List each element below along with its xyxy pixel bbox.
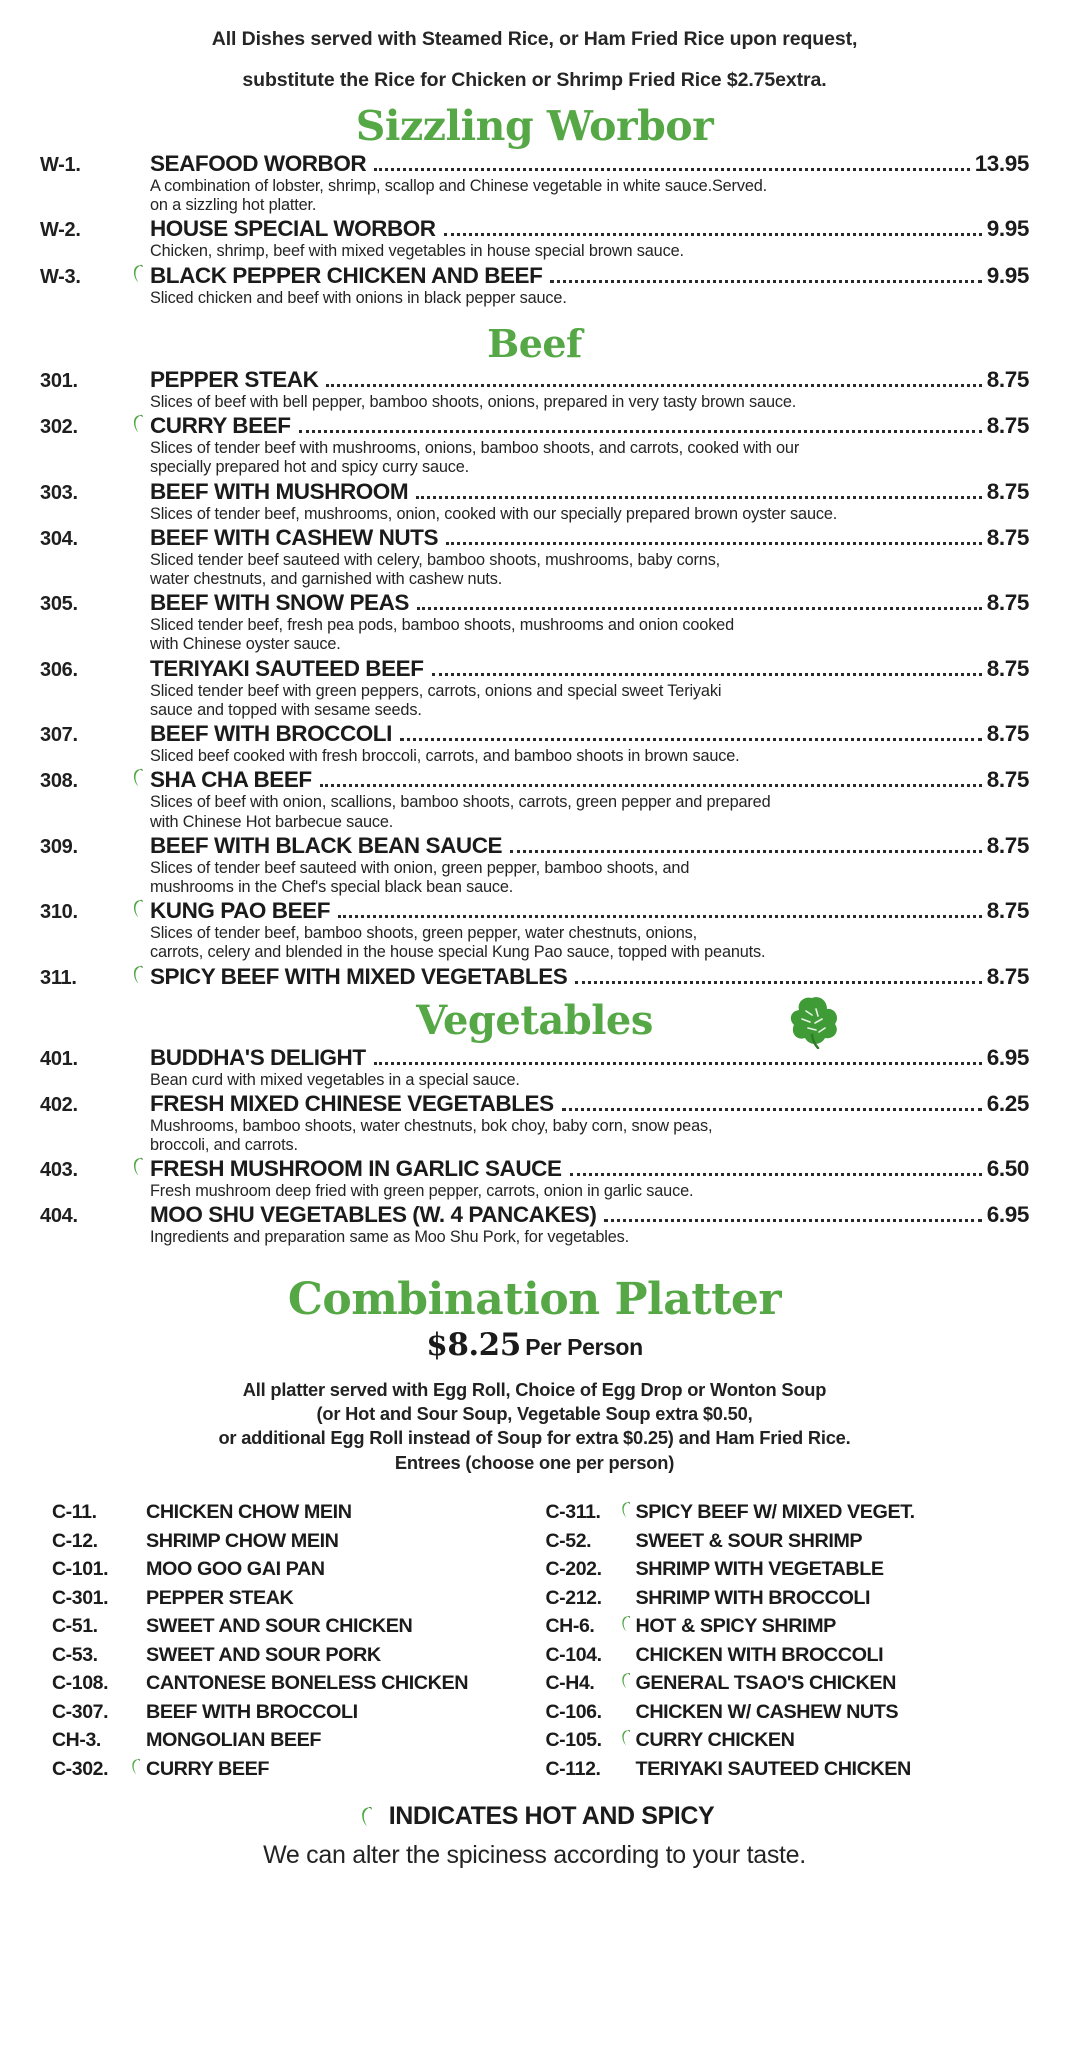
menu-item-description-line: Sliced beef cooked with fresh broccoli, carrots, and bamboo shoots in brown sauce. xyxy=(150,747,740,766)
chili-pepper-icon xyxy=(130,965,144,985)
combination-entree-name: SWEET AND SOUR PORK xyxy=(146,1643,381,1666)
menu-item-description-line: Sliced tender beef, fresh pea pods, bamboo shoots, mushrooms and onion cooked xyxy=(150,616,734,635)
menu-item-description xyxy=(150,177,1029,215)
combination-entree-spicy-slot xyxy=(128,1517,146,1518)
menu-item-name: PEPPER STEAK xyxy=(150,366,319,392)
menu-item-description xyxy=(150,289,1029,308)
combination-entree-code: CH-3. xyxy=(52,1729,101,1751)
combination-entree-code: C-202. xyxy=(545,1558,602,1580)
combination-entree-name: SHRIMP WITH VEGETABLE xyxy=(635,1558,884,1580)
chili-pepper-icon xyxy=(130,768,144,788)
combination-entree-spicy-slot xyxy=(618,1574,636,1575)
menu-item-code: 308. xyxy=(40,770,78,793)
menu-item-description-line: on a sizzling hot platter. xyxy=(150,196,317,215)
menu-item-description-line: Slices of beef with onion, scallions, bamboo shoots, carrots, green pepper and prepared xyxy=(150,793,771,812)
combination-entree-name: HOT & SPICY SHRIMP xyxy=(635,1615,836,1637)
menu-item-description xyxy=(150,1071,1029,1090)
leader-dots xyxy=(417,607,982,610)
menu-item-name: SEAFOOD WORBOR xyxy=(150,151,367,176)
section-title-sizzling-worbor: Sizzling Worbor xyxy=(355,102,714,150)
menu-item-price: 8.75 xyxy=(986,478,1029,504)
leader-dots xyxy=(550,280,981,283)
menu-item-description-line: mushrooms in the Chef's special black bean sauce. xyxy=(150,877,514,896)
menu-item-code: 306. xyxy=(40,658,78,681)
leader-dots xyxy=(416,496,982,499)
combination-entree-spicy-slot xyxy=(128,1546,146,1547)
menu-item-description-line: carrots, celery and blended in the house special Kung Pao sauce, topped with peanuts. xyxy=(150,943,766,962)
menu-item xyxy=(40,590,1029,616)
menu-item-price: 8.75 xyxy=(986,524,1029,550)
combination-note-1: All platter served with Egg Roll, Choice of Egg Drop or Wonton Soup xyxy=(242,1378,827,1400)
hot-and-spicy-legend xyxy=(40,1802,1029,1831)
section-sizzling-worbor-items xyxy=(40,151,1029,308)
menu-item-name: BUDDHA'S DELIGHT xyxy=(150,1044,366,1070)
menu-item-code: 305. xyxy=(40,593,78,616)
menu-item-code: 303. xyxy=(40,481,78,504)
leader-dots xyxy=(400,738,982,741)
menu-item-spicy-slot xyxy=(128,1064,150,1065)
menu-item-description-line: Mushrooms, bamboo shoots, water chestnuts, bok choy, baby corn, snow peas, xyxy=(150,1116,713,1135)
combination-entree-code: C-108. xyxy=(52,1672,109,1694)
menu-item-description xyxy=(150,242,1029,261)
combination-entree-row xyxy=(52,1615,536,1644)
leader-dots xyxy=(432,673,982,676)
leader-dots xyxy=(570,1173,982,1176)
section-title-combination-platter: Combination Platter xyxy=(287,1273,782,1325)
combination-entree-code: C-105. xyxy=(545,1729,602,1751)
broccoli-illustration-icon xyxy=(782,995,844,1049)
menu-item-code: 304. xyxy=(40,527,78,550)
menu-item-price: 8.75 xyxy=(986,366,1029,392)
menu-item-name: FRESH MUSHROOM IN GARLIC SAUCE xyxy=(150,1156,562,1182)
combination-entree-name: SPICY BEEF W/ MIXED VEGET. xyxy=(635,1501,915,1523)
combination-entree-spicy-slot xyxy=(618,1631,636,1632)
menu-item-description-line: Fresh mushroom deep fried with green pepper, carrots, onion in garlic sauce. xyxy=(150,1182,694,1201)
combination-entree-name: SWEET & SOUR SHRIMP xyxy=(635,1529,863,1552)
chili-pepper-icon xyxy=(129,1758,141,1776)
menu-item-price: 8.75 xyxy=(986,721,1029,747)
chili-pepper-icon xyxy=(619,1501,631,1519)
menu-item xyxy=(40,151,1029,177)
chili-pepper-icon xyxy=(619,1729,631,1747)
leader-dots xyxy=(575,981,981,984)
combination-entree-code: CH-6. xyxy=(545,1615,595,1637)
menu-item-name: SPICY BEEF WITH MIXED VEGETABLES xyxy=(150,963,568,989)
menu-item-name: BEEF WITH BLACK BEAN SAUCE xyxy=(150,832,503,858)
menu-item-spicy-slot xyxy=(128,609,150,610)
menu-item-name: BEEF WITH BROCCOLI xyxy=(150,721,392,747)
menu-item-code: W-2. xyxy=(40,219,81,242)
combination-entree-row xyxy=(546,1701,1030,1730)
leader-dots xyxy=(320,784,982,787)
menu-item-description-line: Bean curd with mixed vegetables in a special sauce. xyxy=(150,1070,520,1089)
menu-item-description-line: Sliced tender beef with green peppers, carrots, onions and special sweet Teriyaki xyxy=(150,681,722,700)
menu-item-description xyxy=(150,924,1029,962)
menu-item xyxy=(40,1156,1029,1182)
menu-item-code: 307. xyxy=(40,724,78,747)
combination-entree-code: C-H4. xyxy=(545,1672,595,1694)
chili-pepper-icon xyxy=(130,414,144,434)
menu-item-description xyxy=(150,859,1029,897)
menu-item-spicy-slot xyxy=(128,740,150,741)
section-title-vegetables-label: Vegetables xyxy=(416,996,653,1044)
menu-item-price: 8.75 xyxy=(986,898,1029,924)
chili-pepper-icon xyxy=(358,1806,373,1828)
serving-notice xyxy=(40,0,1029,90)
combination-entree-spicy-slot xyxy=(128,1745,146,1746)
menu-item-spicy-slot xyxy=(128,432,150,433)
menu-item-spicy-slot xyxy=(128,983,150,984)
combination-entree-spicy-slot xyxy=(618,1517,636,1518)
menu-item-code: 403. xyxy=(40,1159,78,1182)
menu-item-price: 6.95 xyxy=(986,1202,1029,1228)
menu-item-name: BEEF WITH MUSHROOM xyxy=(150,478,409,504)
leader-dots xyxy=(444,233,982,236)
menu-item-code: 302. xyxy=(40,416,78,439)
menu-item-description-line: Sliced tender beef sauteed with celery, bamboo shoots, mushrooms, baby corns, xyxy=(150,550,721,569)
chili-pepper-icon xyxy=(130,1157,144,1177)
leader-dots xyxy=(604,1219,981,1222)
chili-pepper-icon xyxy=(619,1672,631,1690)
leader-dots xyxy=(374,168,969,171)
menu-item-description xyxy=(150,1182,1029,1201)
menu-item-code: W-1. xyxy=(40,154,81,176)
combination-entree-code: C-106. xyxy=(545,1700,602,1723)
menu-item-spicy-slot xyxy=(128,170,150,171)
combination-entree-name: CURRY BEEF xyxy=(146,1757,269,1780)
menu-item-price: 8.75 xyxy=(986,413,1029,439)
combination-entree-code: C-112. xyxy=(545,1757,601,1780)
combination-entree-spicy-slot xyxy=(128,1688,146,1689)
combination-entree-spicy-slot xyxy=(128,1774,146,1775)
combination-entree-code: C-212. xyxy=(545,1586,602,1609)
menu-item xyxy=(40,721,1029,747)
menu-item-spicy-slot xyxy=(128,386,150,387)
combination-entree-row xyxy=(546,1501,1030,1530)
menu-item xyxy=(40,1045,1029,1071)
menu-item-spicy-slot xyxy=(128,852,150,853)
menu-item-description xyxy=(150,1228,1029,1247)
combination-entree-code: C-301. xyxy=(52,1586,109,1609)
menu-item-code: 404. xyxy=(40,1205,78,1228)
combination-entree-columns xyxy=(40,1501,1029,1786)
menu-item-price: 13.95 xyxy=(974,151,1029,176)
menu-item-name: MOO SHU VEGETABLES (W. 4 PANCAKES) xyxy=(150,1202,597,1228)
menu-item xyxy=(40,216,1029,242)
combination-notes xyxy=(40,1378,1029,1475)
menu-item-description-line: Chicken, shrimp, beef with mixed vegetables in house special brown sauce. xyxy=(150,242,684,261)
menu-item-code: 301. xyxy=(40,369,78,392)
menu-item-code: W-3. xyxy=(40,265,81,288)
section-title-vegetables xyxy=(40,996,1029,1044)
combination-entree-code: C-52. xyxy=(545,1529,592,1552)
menu-item-code: 402. xyxy=(40,1093,78,1116)
combination-column-left xyxy=(52,1501,536,1786)
section-title-beef: Beef xyxy=(487,320,582,366)
combination-entree-name: TERIYAKI SAUTEED CHICKEN xyxy=(635,1757,911,1780)
menu-item-description xyxy=(150,551,1029,589)
menu-item xyxy=(40,263,1029,289)
combination-entree-name: CANTONESE BONELESS CHICKEN xyxy=(146,1672,469,1694)
menu-item-description-line: Slices of tender beef, bamboo shoots, green pepper, water chestnuts, onions, xyxy=(150,924,698,943)
spiciness-note: We can alter the spiciness according to your taste. xyxy=(263,1841,806,1869)
menu-item-name: FRESH MIXED CHINESE VEGETABLES xyxy=(150,1090,554,1116)
menu-item-description-line: Slices of beef with bell pepper, bamboo shoots, onions, prepared in very tasty brown sauce. xyxy=(150,392,797,411)
combination-entree-row xyxy=(52,1501,536,1530)
combination-entree-spicy-slot xyxy=(128,1603,146,1604)
combination-entree-row xyxy=(52,1672,536,1701)
combination-entree-spicy-slot xyxy=(618,1745,636,1746)
menu-item-spicy-slot xyxy=(128,235,150,236)
menu-item-description-line: Sliced chicken and beef with onions in black pepper sauce. xyxy=(150,288,567,307)
combination-entree-row xyxy=(546,1758,1030,1787)
menu-item-description-line: Slices of tender beef, mushrooms, onion, cooked with our specially prepared brown oyster sauce. xyxy=(150,504,838,523)
combination-entree-row xyxy=(546,1672,1030,1701)
menu-item-price: 8.75 xyxy=(986,590,1029,616)
combination-price xyxy=(40,1326,1029,1363)
combination-note-3: or additional Egg Roll instead of Soup for extra $0.25) and Ham Fried Rice. xyxy=(218,1427,851,1449)
menu-item-description-line: broccoli, and carrots. xyxy=(150,1136,298,1155)
combination-entree-spicy-slot xyxy=(618,1774,636,1775)
leader-dots xyxy=(446,542,982,545)
combination-entree-row xyxy=(546,1558,1030,1587)
menu-item-description-line: Slices of tender beef with mushrooms, onions, bamboo shoots, and carrots, cooked with our xyxy=(150,439,800,458)
menu-item-description xyxy=(150,1117,1029,1155)
combination-entree-row xyxy=(52,1587,536,1616)
menu-item-description xyxy=(150,616,1029,654)
combination-column-right xyxy=(536,1501,1030,1786)
combination-price-label: Per Person xyxy=(525,1333,643,1360)
combination-entree-spicy-slot xyxy=(618,1546,636,1547)
combination-note-2: (or Hot and Sour Soup, Vegetable Soup extra $0.50, xyxy=(316,1403,753,1425)
combination-entree-code: C-12. xyxy=(52,1529,98,1552)
menu-item-price: 6.25 xyxy=(986,1090,1029,1116)
combination-entree-code: C-311. xyxy=(545,1501,601,1523)
combination-entree-name: PEPPER STEAK xyxy=(146,1586,294,1609)
menu-item xyxy=(40,964,1029,990)
menu-item-price: 8.75 xyxy=(986,767,1029,793)
menu-item-spicy-slot xyxy=(128,498,150,499)
menu-item xyxy=(40,367,1029,393)
menu-item-code: 401. xyxy=(40,1047,78,1070)
menu-item-description xyxy=(150,682,1029,720)
combination-entree-row xyxy=(52,1558,536,1587)
menu-item xyxy=(40,898,1029,924)
menu-item-spicy-slot xyxy=(128,1175,150,1176)
chili-pepper-icon xyxy=(130,899,144,919)
menu-item-description-line: with Chinese Hot barbecue sauce. xyxy=(150,812,394,831)
menu-item-description xyxy=(150,505,1029,524)
menu-item-description xyxy=(150,393,1029,412)
menu-item-description-line: specially prepared hot and spicy curry sauce. xyxy=(150,458,470,477)
menu-item-description xyxy=(150,439,1029,477)
combination-entree-row xyxy=(52,1701,536,1730)
section-vegetables-items xyxy=(40,1045,1029,1248)
chili-pepper-icon xyxy=(619,1615,631,1633)
menu-item-name: BEEF WITH CASHEW NUTS xyxy=(150,524,439,550)
combination-entree-name: BEEF WITH BROCCOLI xyxy=(146,1700,358,1723)
menu-item-price: 6.95 xyxy=(986,1044,1029,1070)
combination-entree-name: GENERAL TSAO'S CHICKEN xyxy=(635,1672,896,1694)
menu-item-code: 311. xyxy=(40,966,77,989)
combination-entree-row xyxy=(52,1758,536,1787)
combination-price-amount: $8.25 xyxy=(426,1326,521,1363)
combination-entree-row xyxy=(546,1530,1030,1559)
combination-entree-spicy-slot xyxy=(128,1717,146,1718)
combination-entree-row xyxy=(546,1729,1030,1758)
combination-entree-code: C-104. xyxy=(545,1643,602,1666)
combination-entree-row xyxy=(546,1615,1030,1644)
menu-item-name: BLACK PEPPER CHICKEN AND BEEF xyxy=(150,262,543,288)
combination-entree-spicy-slot xyxy=(128,1631,146,1632)
leader-dots xyxy=(338,915,982,918)
menu-item-description-line: Slices of tender beef sauteed with onion, green pepper, bamboo shoots, and xyxy=(150,858,690,877)
menu-item-spicy-slot xyxy=(128,544,150,545)
chili-pepper-icon xyxy=(130,264,144,284)
menu-item-description xyxy=(150,747,1029,766)
menu-item xyxy=(40,767,1029,793)
menu-item-name: TERIYAKI SAUTEED BEEF xyxy=(150,655,424,681)
leader-dots xyxy=(299,430,982,433)
menu-item xyxy=(40,1091,1029,1117)
menu-item-price: 6.50 xyxy=(986,1156,1029,1182)
menu-item-spicy-slot xyxy=(128,917,150,918)
menu-item xyxy=(40,656,1029,682)
menu-item-name: SHA CHA BEEF xyxy=(150,767,312,793)
menu-item-spicy-slot xyxy=(128,282,150,283)
combination-entree-code: C-11. xyxy=(52,1501,97,1523)
leader-dots xyxy=(374,1062,982,1065)
combination-entree-name: CHICKEN W/ CASHEW NUTS xyxy=(635,1700,899,1723)
menu-item-price: 8.75 xyxy=(986,832,1029,858)
serving-notice-line1: All Dishes served with Steamed Rice, or Ham Fried Rice upon request, xyxy=(211,28,858,50)
leader-dots xyxy=(510,850,982,853)
menu-item-description-line: sauce and topped with sesame seeds. xyxy=(150,700,422,719)
menu-item-description-line: water chestnuts, and garnished with cashew nuts. xyxy=(150,569,503,588)
menu-item xyxy=(40,479,1029,505)
menu-item-price: 9.95 xyxy=(986,216,1029,242)
menu-item-name: CURRY BEEF xyxy=(150,413,291,439)
combination-entree-spicy-slot xyxy=(128,1660,146,1661)
menu-item-price: 8.75 xyxy=(986,963,1029,989)
menu-item-spicy-slot xyxy=(128,786,150,787)
combination-entree-name: CHICKEN WITH BROCCOLI xyxy=(635,1643,884,1666)
combination-entree-code: C-53. xyxy=(52,1643,98,1666)
leader-dots xyxy=(326,384,981,387)
combination-entree-code: C-101. xyxy=(52,1558,109,1580)
combination-entree-name: MONGOLIAN BEEF xyxy=(146,1729,322,1751)
menu-item-code: 309. xyxy=(40,835,78,858)
menu-item-spicy-slot xyxy=(128,1221,150,1222)
menu-item-price: 8.75 xyxy=(986,655,1029,681)
combination-entree-code: C-302. xyxy=(52,1757,109,1780)
hot-and-spicy-legend-text: INDICATES HOT AND SPICY xyxy=(388,1802,715,1830)
menu-item-code: 310. xyxy=(40,901,78,924)
combination-entree-name: SWEET AND SOUR CHICKEN xyxy=(146,1615,413,1637)
combination-entree-spicy-slot xyxy=(618,1660,636,1661)
chili-pepper-icon-legend xyxy=(355,1804,381,1830)
leader-dots xyxy=(562,1108,982,1111)
menu-item-description-line: with Chinese oyster sauce. xyxy=(150,635,341,654)
menu-item xyxy=(40,833,1029,859)
menu-item-spicy-slot xyxy=(128,1110,150,1111)
menu-item-spicy-slot xyxy=(128,675,150,676)
combination-entree-spicy-slot xyxy=(618,1603,636,1604)
menu-item-name: BEEF WITH SNOW PEAS xyxy=(150,590,409,616)
combination-entree-name: SHRIMP WITH BROCCOLI xyxy=(635,1586,871,1609)
combination-entree-code: C-307. xyxy=(52,1700,109,1723)
combination-entree-row xyxy=(52,1644,536,1673)
combination-entree-name: CURRY CHICKEN xyxy=(635,1729,795,1751)
serving-notice-line2: substitute the Rice for Chicken or Shrimp Fried Rice $2.75extra. xyxy=(242,68,827,91)
menu-item-price: 9.95 xyxy=(986,262,1029,288)
combination-entree-name: MOO GOO GAI PAN xyxy=(146,1558,325,1580)
combination-entree-name: CHICKEN CHOW MEIN xyxy=(146,1501,352,1523)
menu-item xyxy=(40,1202,1029,1228)
combination-entree-spicy-slot xyxy=(618,1688,636,1689)
menu-item-name: KUNG PAO BEEF xyxy=(150,898,330,924)
combination-entree-row xyxy=(52,1530,536,1559)
combination-entree-row xyxy=(546,1644,1030,1673)
menu-item xyxy=(40,413,1029,439)
menu-item xyxy=(40,525,1029,551)
menu-item-description-line: Ingredients and preparation same as Moo Shu Pork, for vegetables. xyxy=(150,1228,629,1247)
menu-item-name: HOUSE SPECIAL WORBOR xyxy=(150,216,436,242)
combination-entree-row xyxy=(546,1587,1030,1616)
combination-entree-name: SHRIMP CHOW MEIN xyxy=(146,1529,339,1552)
combination-entree-spicy-slot xyxy=(618,1717,636,1718)
menu-item-description xyxy=(150,793,1029,831)
combination-entree-spicy-slot xyxy=(128,1574,146,1575)
menu-item-description-line: A combination of lobster, shrimp, scallop and Chinese vegetable in white sauce.Served. xyxy=(150,177,768,195)
combination-entree-code: C-51. xyxy=(52,1615,98,1637)
combination-note-4: Entrees (choose one per person) xyxy=(394,1451,675,1473)
section-beef-items xyxy=(40,367,1029,990)
combination-entree-row xyxy=(52,1729,536,1758)
